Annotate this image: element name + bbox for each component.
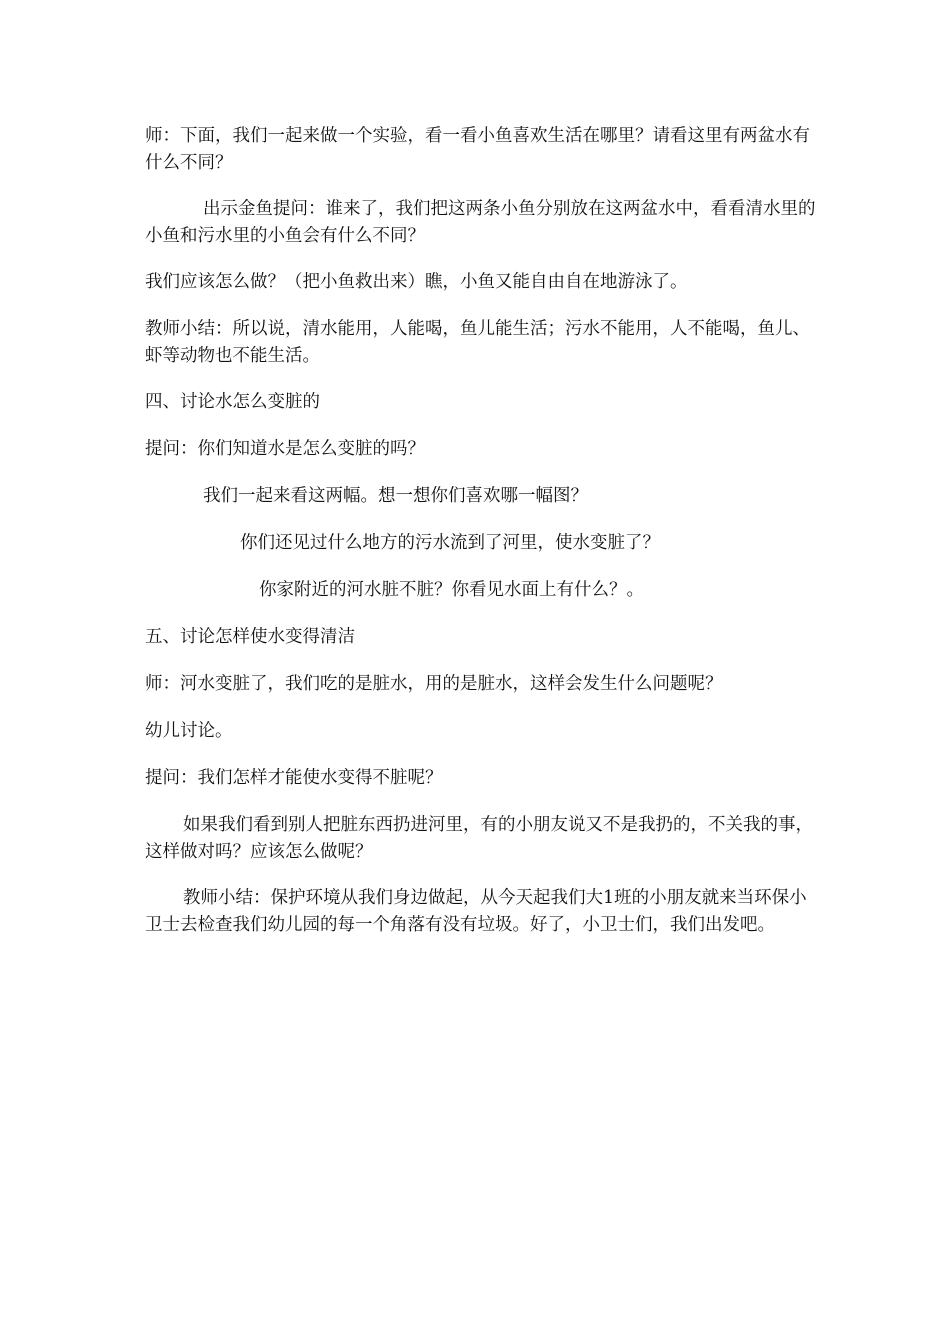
paragraph-sewage-river: 你们还见过什么地方的污水流到了河里，使水变脏了？ [240, 533, 660, 553]
paragraph-children-discuss: 幼儿讨论。 [145, 721, 233, 741]
paragraph-question-dirty-water: 提问：你们知道水是怎么变脏的吗？ [145, 439, 425, 459]
paragraph-goldfish-question: 出示金鱼提问：谁来了，我们把这两条小鱼分别放在这两盆水中，看看清水里的小鱼和污水里的小鱼会有什么不同？ [145, 199, 816, 246]
paragraph-how-clean: 提问：我们怎样才能使水变得不脏呢？ [145, 768, 443, 788]
section-heading-4: 四、讨论水怎么变脏的 [145, 392, 320, 412]
paragraph-teacher-summary-1: 教师小结：所以说，清水能用，人能喝，鱼儿能生活；污水不能用，人不能喝，鱼儿、虾等动物也不能生活。 [145, 319, 810, 366]
paragraph-nearby-river: 你家附近的河水脏不脏？你看见水面上有什么？。 [259, 580, 644, 600]
paragraph-dirty-water-problem: 师：河水变脏了，我们吃的是脏水，用的是脏水，这样会发生什么问题呢？ [145, 674, 723, 694]
paragraph-two-pictures: 我们一起来看这两幅。想一想你们喜欢哪一幅图？ [203, 486, 588, 506]
paragraph-teacher-summary-2: 教师小结：保护环境从我们身边做起，从今天起我们大1班的小朋友就来当环保小卫士去检查我们幼儿园的每一个角落有没有垃圾。好了，小卫士们，我们出发吧。 [145, 888, 807, 935]
paragraph-throwing-trash: 如果我们看到别人把脏东西扔进河里，有的小朋友说又不是我扔的，不关我的事，这样做对吗？应该怎么做呢？ [145, 815, 813, 862]
paragraph-rescue-fish: 我们应该怎么做？（把小鱼救出来）瞧，小鱼又能自由自在地游泳了。 [145, 272, 688, 292]
paragraph-experiment-intro: 师：下面，我们一起来做一个实验，看一看小鱼喜欢生活在哪里？请看这里有两盆水有什么不同？ [145, 126, 810, 173]
section-heading-5: 五、讨论怎样使水变得清洁 [145, 627, 355, 647]
